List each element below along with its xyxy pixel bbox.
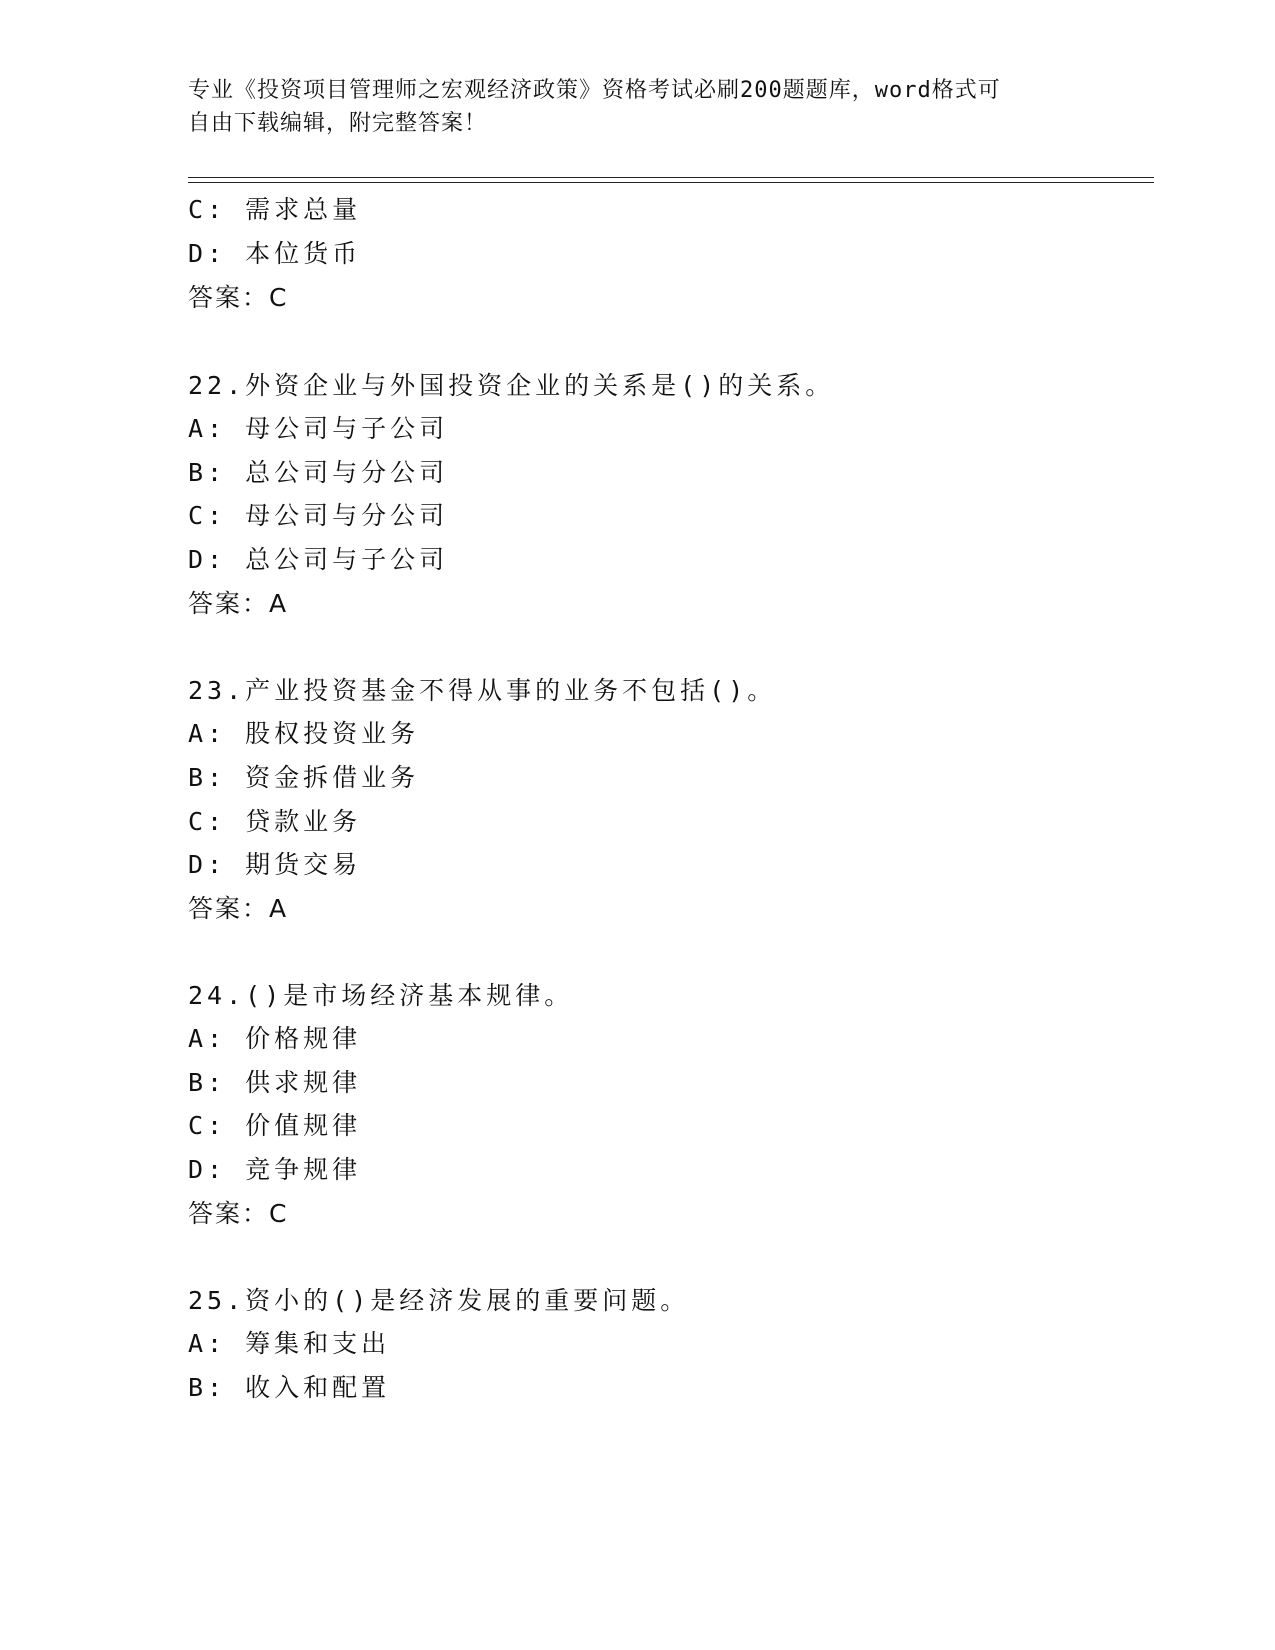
q23-answer: 答案：A: [188, 894, 289, 923]
q24-option-d: D: 竞争规律: [188, 1155, 362, 1184]
q21-option-d: D: 本位货币: [188, 239, 362, 268]
q24-question: 24.()是市场经济基本规律。: [188, 981, 574, 1010]
q24-option-b: B: 供求规律: [188, 1068, 362, 1097]
q22-option-a: A: 母公司与子公司: [188, 414, 449, 443]
q23-option-a: A: 股权投资业务: [188, 719, 420, 748]
q24-option-a: A: 价格规律: [188, 1024, 362, 1053]
q25-option-b: B: 收入和配置: [188, 1373, 391, 1402]
q23-option-c: C: 贷款业务: [188, 807, 362, 836]
q21-option-c: C: 需求总量: [188, 195, 362, 224]
q22-option-c: C: 母公司与分公司: [188, 501, 449, 530]
q23-question: 23.产业投资基金不得从事的业务不包括()。: [188, 676, 777, 705]
q24-option-c: C: 价值规律: [188, 1111, 362, 1140]
q25-question: 25.资小的()是经济发展的重要问题。: [188, 1286, 690, 1315]
q22-question: 22.外资企业与外国投资企业的关系是()的关系。: [188, 371, 835, 400]
q25-option-a: A: 筹集和支出: [188, 1329, 391, 1358]
q21-answer: 答案：C: [188, 283, 289, 312]
q23-option-d: D: 期货交易: [188, 850, 362, 879]
q22-option-b: B: 总公司与分公司: [188, 458, 449, 487]
header-divider-top: [188, 177, 1154, 178]
header-line-1: 专业《投资项目管理师之宏观经济政策》资格考试必刷200题题库，word格式可: [188, 78, 1001, 103]
document-header: [188, 74, 1088, 140]
q22-answer: 答案：A: [188, 589, 289, 618]
header-divider-bottom: [188, 182, 1154, 183]
q24-answer: 答案：C: [188, 1199, 289, 1228]
q23-option-b: B: 资金拆借业务: [188, 763, 420, 792]
header-line-2: 自由下载编辑，附完整答案！: [188, 111, 488, 136]
q22-option-d: D: 总公司与子公司: [188, 545, 449, 574]
